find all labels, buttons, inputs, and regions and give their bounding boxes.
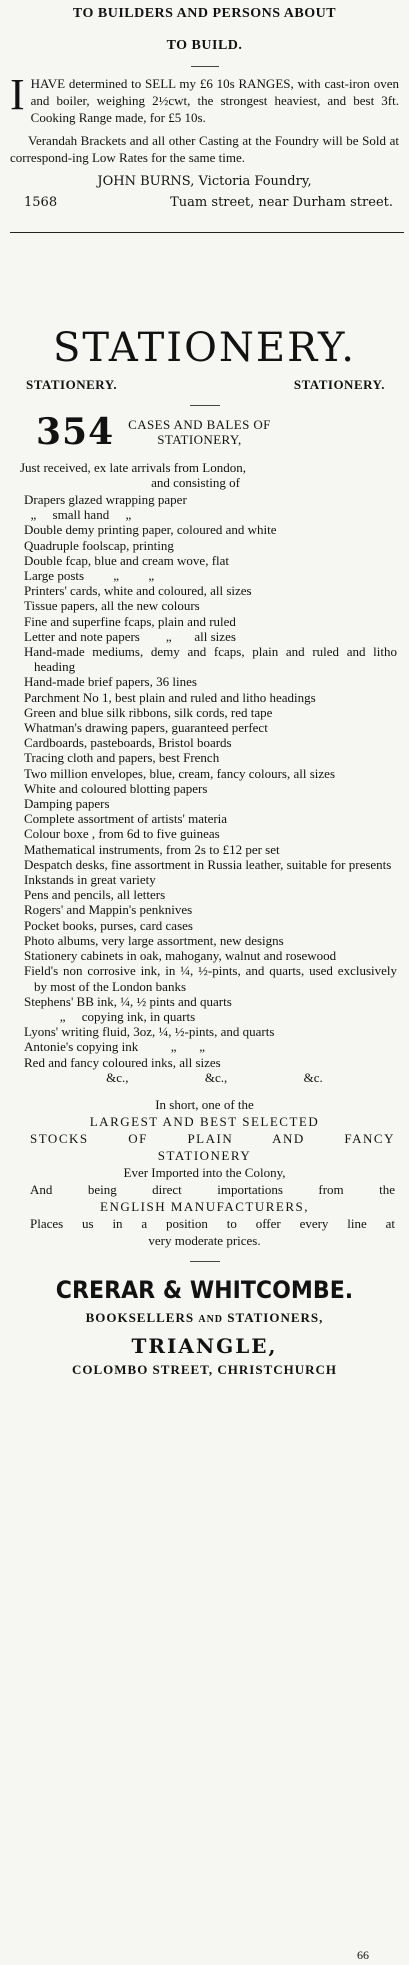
short-divider [190, 405, 220, 406]
stationery-item: Whatman's drawing papers, guaranteed perfect [24, 720, 268, 736]
stationery-item: Damping papers [24, 796, 110, 812]
stationery-item: Tissue papers, all the new colours [24, 598, 200, 614]
stationery-item: Lyons' writing fluid, 3oz, ¼, ½-pints, and quarts [24, 1024, 275, 1040]
subtitle-left: STATIONERY. [26, 377, 118, 392]
etc-2: &c., [204, 1069, 228, 1085]
stationery-item: Red and fancy coloured inks, all sizes [24, 1054, 221, 1070]
stationery-item: Hand-made brief papers, 36 lines [24, 674, 197, 690]
stationery-item: „ small hand „ [24, 507, 132, 523]
ad-body [10, 70, 399, 166]
short-divider [190, 1261, 220, 1262]
ad-heading-line1: TO BUILDERS AND PERSONS ABOUT [72, 6, 337, 21]
stationery-advertisement [0, 325, 409, 1378]
stationery-item: Drapers glazed wrapping paper [24, 492, 187, 507]
closing-line7: ENGLISH MANUFACTURERS, [100, 1198, 309, 1214]
stationery-item: Hand-made mediums, demy and fcaps, plain and ruled and litho heading [24, 644, 397, 675]
foundry-advertisement [0, 6, 409, 233]
etc-row [8, 1070, 401, 1086]
stationery-item: Stephens' BB ink, ¼, ½ pints and quarts [24, 993, 232, 1009]
closing-line2: LARGEST AND BEST SELECTED [89, 1113, 320, 1129]
advertiser-address: Tuam street, near Durham street. [170, 195, 393, 210]
etc-3: &c. [303, 1069, 323, 1085]
stationery-item: Field's non corrosive ink, in ¼, ½-pints, and quarts, used exclusively by most of the London banks [24, 963, 397, 994]
stationery-item: Complete assortment of artists' materia [24, 811, 228, 827]
stationery-item-list [8, 492, 401, 1070]
closing-line5: Ever Imported into the Colony, [123, 1164, 286, 1180]
ad-separator-rule [10, 232, 404, 233]
stationery-item: Parchment No 1, best plain and ruled and litho headings [24, 689, 316, 705]
intro-line1: Just received, ex late arrivals from London, [20, 460, 246, 475]
firm-desc-b: STATIONERS, [227, 1309, 324, 1325]
firm-desc-a: BOOKSELLERS [85, 1309, 195, 1325]
stationery-item: Printers' cards, white and coloured, all sizes [24, 583, 252, 599]
count-text-line2: STATIONERY, [157, 432, 242, 447]
stationery-item: Two million envelopes, blue, cream, fancy colours, all sizes [24, 765, 335, 781]
firm-location: TRIANGLE, [131, 1333, 278, 1358]
closing-text [8, 1096, 401, 1249]
closing-line1: In short, one of the [155, 1096, 254, 1112]
stationery-item: Cardboards, pasteboards, Bristol boards [24, 735, 232, 751]
stationery-item: Mathematical instruments, from 2s to £12 per set [24, 841, 280, 857]
etc-1: &c., [106, 1069, 129, 1085]
case-count: 354 [36, 411, 115, 453]
stationery-item: Colour boxe , from 6d to five guineas [24, 826, 220, 842]
stationery-item: Antonie's copying ink „ „ [24, 1039, 206, 1055]
ad-paragraph-1-text: HAVE determined to SELL my £6 10s RANGES, with cast-iron oven and boiler, weighing 2½cwt, the strongest heaviest, and best 3ft. Cooking Range made, for £5 10s. [30, 76, 399, 125]
intro-line2: and consisting of [151, 475, 240, 490]
firm-street: COLOMBO STREET, CHRISTCHURCH [71, 1361, 338, 1377]
stationery-item: Green and blue silk ribbons, silk cords, red tape [24, 704, 273, 720]
stationery-item: Stationery cabinets in oak, mahogany, walnut and rosewood [24, 948, 337, 964]
stationery-item: Quadruple foolscap, printing [24, 537, 174, 553]
closing-line8: Places us in a position to offer every line at [30, 1215, 395, 1231]
stationery-item: Letter and note papers „ all sizes [24, 628, 236, 644]
firm-name: CRERAR & WHITCOMBE. [55, 1275, 354, 1304]
page-number: 66 [357, 1948, 369, 1962]
ad-paragraph-1 [10, 70, 399, 126]
count-text-line1: CASES AND BALES OF [128, 417, 271, 432]
stationery-item: Large posts „ „ [24, 568, 155, 584]
count-description [128, 417, 271, 447]
short-divider [191, 66, 219, 67]
subtitle-row [8, 377, 401, 393]
closing-line9: very moderate prices. [148, 1232, 261, 1248]
closing-line3: STOCKS OF PLAIN AND FANCY [30, 1130, 395, 1146]
drop-cap: I [10, 70, 25, 119]
ad-paragraph-2: Verandah Brackets and all other Casting at the Foundry will be Sold at correspond-ing Low Rates for the same time. [10, 133, 399, 165]
subtitle-right: STATIONERY. [293, 377, 385, 392]
stationery-item: „ copying ink, in quarts [24, 1008, 196, 1024]
stationery-item: Photo albums, very large assortment, new designs [24, 932, 284, 948]
stationery-item: Pocket books, purses, card cases [24, 917, 193, 933]
stationery-item: Rogers' and Mappin's penknives [24, 902, 193, 918]
intro-text [8, 460, 401, 490]
ad-reference-number: 1568 [24, 195, 58, 210]
stationery-item: Pens and pencils, all letters [24, 887, 166, 903]
advertiser-signature: JOHN BURNS, Victoria Foundry, [97, 174, 312, 189]
closing-line6: And being direct importations from the [30, 1181, 395, 1197]
ad-footer [10, 195, 399, 210]
ad-heading-line2: TO BUILD. [166, 38, 243, 53]
newspaper-column [0, 6, 409, 1965]
stationery-item: Double fcap, blue and cream wove, flat [24, 552, 230, 568]
stationery-item: Tracing cloth and papers, best French [24, 750, 220, 766]
firm-description [8, 1310, 401, 1326]
stationery-item: Double demy printing paper, coloured and white [24, 522, 277, 538]
stationery-item: Fine and superfine fcaps, plain and ruled [24, 613, 236, 629]
stationery-title: STATIONERY. [53, 325, 356, 371]
stationery-item: Inkstands in great variety [24, 872, 156, 888]
stationery-item: Despatch desks, fine assortment in Russia leather, suitable for presents [24, 856, 392, 872]
count-heading [8, 411, 401, 453]
stationery-item: White and coloured blotting papers [24, 780, 208, 796]
closing-line4: STATIONERY [157, 1147, 252, 1163]
firm-desc-and: AND [198, 1313, 224, 1325]
